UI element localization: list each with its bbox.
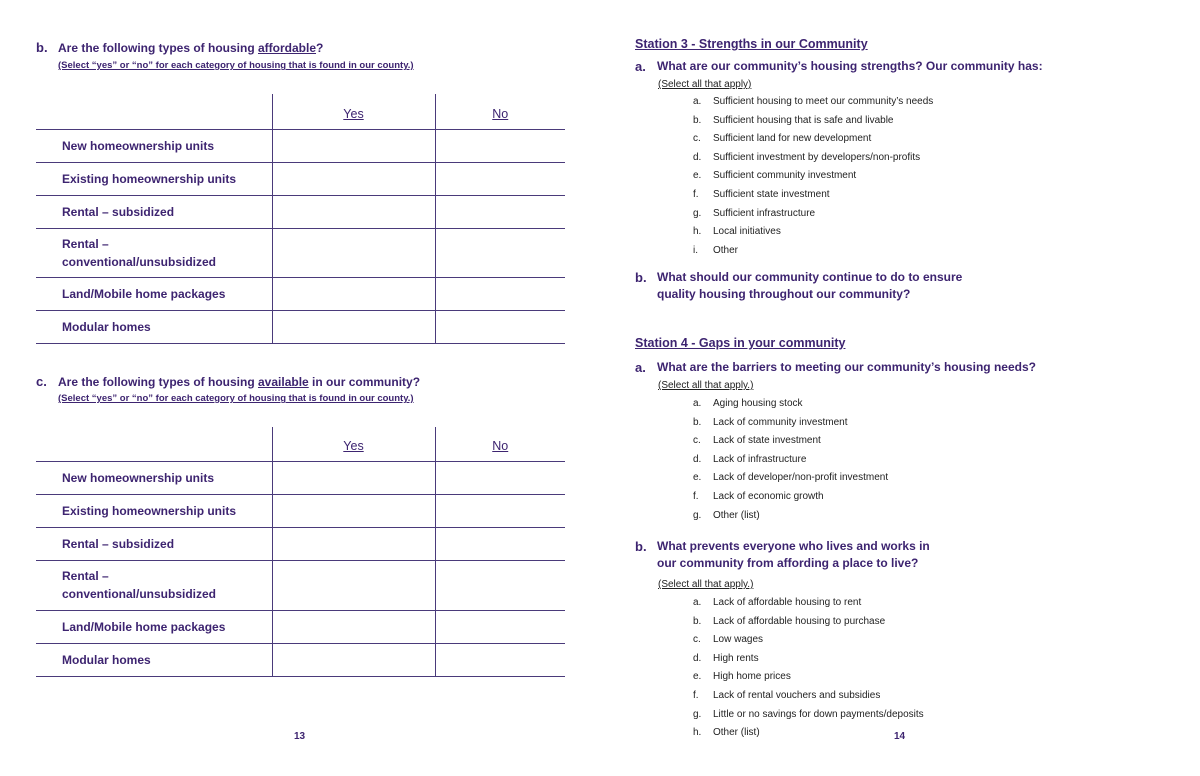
no-cell[interactable] xyxy=(435,195,565,228)
affordable-table xyxy=(36,94,565,344)
no-cell[interactable] xyxy=(435,228,565,277)
option-item[interactable]: b. Lack of community investment xyxy=(693,416,848,428)
barriers-options xyxy=(693,395,888,525)
option-item[interactable]: b. Sufficient housing that is safe and livable xyxy=(693,114,894,126)
yes-cell[interactable] xyxy=(272,527,435,560)
station-4-question-a: a. What are the barriers to meeting our community’s housing needs? xyxy=(635,360,1036,375)
affordability-options xyxy=(693,594,924,743)
row-label: New homeownership units xyxy=(36,129,272,162)
row-label: Modular homes xyxy=(36,310,272,343)
row-label: Rental – conventional/unsubsidized xyxy=(36,560,272,610)
strengths-options xyxy=(693,93,933,260)
emphasis-available: available xyxy=(258,375,309,389)
yes-cell[interactable] xyxy=(272,129,435,162)
no-cell[interactable] xyxy=(435,277,565,310)
no-cell[interactable] xyxy=(435,527,565,560)
emphasis-affordable: affordable xyxy=(258,41,317,55)
yes-cell[interactable] xyxy=(272,494,435,527)
station-3-title: Station 3 - Strengths in our Community xyxy=(635,37,868,51)
option-item[interactable]: g. Other (list) xyxy=(693,509,760,521)
right-page xyxy=(600,0,1200,776)
no-cell[interactable] xyxy=(435,494,565,527)
no-cell[interactable] xyxy=(435,560,565,610)
option-item[interactable]: f. Sufficient state investment xyxy=(693,188,830,200)
yes-cell[interactable] xyxy=(272,162,435,195)
option-item[interactable]: a. Sufficient housing to meet our community’s needs xyxy=(693,96,934,107)
no-cell[interactable] xyxy=(435,162,565,195)
option-item[interactable]: h. Local initiatives xyxy=(693,226,781,238)
option-item[interactable]: d. Lack of infrastructure xyxy=(693,453,807,465)
station-3-question-b: b. What should our community continue to do to ensure quality housing throughout our community? xyxy=(635,270,963,301)
row-label: Rental – conventional/unsubsidized xyxy=(36,228,272,277)
option-item[interactable]: d. High rents xyxy=(693,652,759,664)
option-item[interactable]: f. Lack of rental vouchers and subsidies xyxy=(693,689,881,701)
yes-cell[interactable] xyxy=(272,277,435,310)
option-item[interactable]: i. Other xyxy=(693,244,739,256)
no-cell[interactable] xyxy=(435,129,565,162)
station-3-question-a: a. What are our community’s housing strengths? Our community has: xyxy=(635,59,1043,74)
row-label: Existing homeownership units xyxy=(36,494,272,527)
option-item[interactable]: e. Lack of developer/non-profit investment xyxy=(693,472,889,484)
option-item[interactable]: a. Aging housing stock xyxy=(693,398,803,409)
yes-cell[interactable] xyxy=(272,610,435,643)
yes-cell[interactable] xyxy=(272,228,435,277)
row-label: Land/Mobile home packages xyxy=(36,610,272,643)
no-cell[interactable] xyxy=(435,643,565,676)
option-item[interactable]: e. High home prices xyxy=(693,671,791,683)
option-item[interactable]: c. Sufficient land for new development xyxy=(693,133,872,145)
question-b-instruction: (Select “yes” or “no” for each category of housing that is found in our county.) xyxy=(58,60,414,71)
option-item[interactable]: h. Other (list) xyxy=(693,727,760,739)
page-number: 14 xyxy=(894,731,906,742)
question-c-instruction: (Select “yes” or “no” for each category of housing that is found in our county.) xyxy=(58,393,414,404)
col-header-no: No xyxy=(435,94,565,129)
yes-cell[interactable] xyxy=(272,310,435,343)
yes-cell[interactable] xyxy=(272,643,435,676)
select-instruction: (Select all that apply.) xyxy=(658,579,754,590)
page-number: 13 xyxy=(294,731,306,742)
option-item[interactable]: e. Sufficient community investment xyxy=(693,170,857,182)
option-item[interactable]: a. Lack of affordable housing to rent xyxy=(693,597,862,608)
station-4-title: Station 4 - Gaps in your community xyxy=(635,336,846,350)
no-cell[interactable] xyxy=(435,461,565,494)
option-item[interactable]: g. Little or no savings for down payments/deposits xyxy=(693,708,924,720)
row-label: Rental – subsidized xyxy=(36,195,272,228)
option-item[interactable]: c. Low wages xyxy=(693,634,764,646)
yes-cell[interactable] xyxy=(272,461,435,494)
question-letter: b. xyxy=(36,40,48,55)
row-label: Land/Mobile home packages xyxy=(36,277,272,310)
question-b-heading: b. Are the following types of housing affordable? xyxy=(36,40,324,55)
select-instruction: (Select all that apply.) xyxy=(658,380,754,391)
station-4-question-b: b. What prevents everyone who lives and works in our community from affording a place to live? xyxy=(635,539,930,570)
select-instruction: (Select all that apply) xyxy=(658,79,752,90)
no-cell[interactable] xyxy=(435,310,565,343)
no-cell[interactable] xyxy=(435,610,565,643)
row-label: Existing homeownership units xyxy=(36,162,272,195)
option-item[interactable]: c. Lack of state investment xyxy=(693,435,821,447)
question-letter: c. xyxy=(36,374,47,389)
option-item[interactable]: b. Lack of affordable housing to purchase xyxy=(693,615,886,627)
yes-cell[interactable] xyxy=(272,560,435,610)
row-label: New homeownership units xyxy=(36,461,272,494)
option-item[interactable]: f. Lack of economic growth xyxy=(693,490,824,502)
col-header-no: No xyxy=(435,427,565,461)
question-c-heading: c. Are the following types of housing available in our community? xyxy=(36,374,421,389)
option-item[interactable]: d. Sufficient investment by developers/non-profits xyxy=(693,151,921,163)
col-header-yes: Yes xyxy=(272,94,435,129)
yes-cell[interactable] xyxy=(272,195,435,228)
available-table xyxy=(36,427,565,677)
col-header-yes: Yes xyxy=(272,427,435,461)
row-label: Modular homes xyxy=(36,643,272,676)
option-item[interactable]: g. Sufficient infrastructure xyxy=(693,207,816,219)
row-label: Rental – subsidized xyxy=(36,527,272,560)
